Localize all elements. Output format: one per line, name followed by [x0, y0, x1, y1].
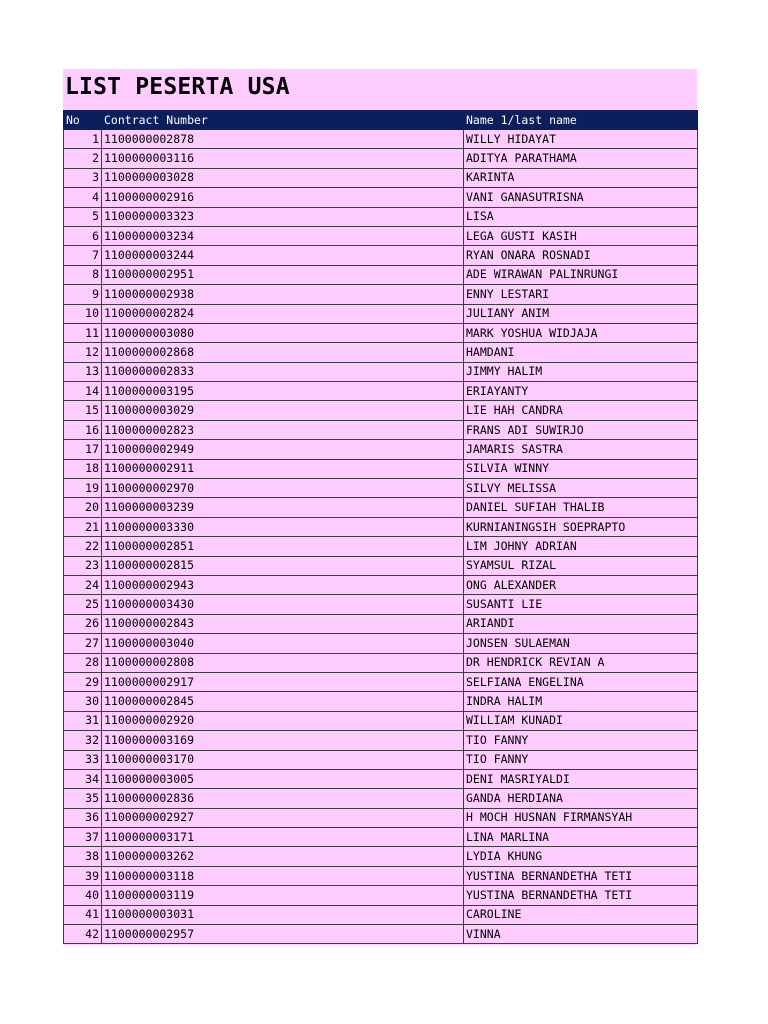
contract-number-cell[interactable]: 1100000003116 — [102, 149, 464, 168]
row-number-cell[interactable]: 41 — [64, 905, 102, 924]
name-cell[interactable]: TIO FANNY — [464, 750, 698, 769]
table-row[interactable] — [64, 575, 698, 594]
name-cell[interactable]: GANDA HERDIANA — [464, 789, 698, 808]
name-cell[interactable]: ADITYA PARATHAMA — [464, 149, 698, 168]
table-row[interactable] — [64, 808, 698, 827]
row-number-cell[interactable]: 34 — [64, 769, 102, 788]
contract-number-cell[interactable]: 1100000002823 — [102, 420, 464, 439]
contract-number-cell[interactable]: 1100000003005 — [102, 769, 464, 788]
contract-number-cell[interactable]: 1100000002824 — [102, 304, 464, 323]
contract-number-cell[interactable]: 1100000002970 — [102, 479, 464, 498]
table-row[interactable] — [64, 750, 698, 769]
table-row[interactable] — [64, 498, 698, 517]
table-row[interactable] — [64, 769, 698, 788]
contract-number-cell[interactable]: 1100000003118 — [102, 866, 464, 885]
contract-number-cell[interactable]: 1100000003323 — [102, 207, 464, 226]
row-number-cell[interactable]: 26 — [64, 614, 102, 633]
name-cell[interactable]: DANIEL SUFIAH THALIB — [464, 498, 698, 517]
row-number-cell[interactable]: 32 — [64, 731, 102, 750]
contract-number-cell[interactable]: 1100000002808 — [102, 653, 464, 672]
row-number-cell[interactable]: 4 — [64, 188, 102, 207]
table-row[interactable] — [64, 905, 698, 924]
contract-number-cell[interactable]: 1100000003244 — [102, 246, 464, 265]
table-row[interactable] — [64, 285, 698, 304]
header-row — [64, 111, 698, 130]
name-cell[interactable]: JAMARIS SASTRA — [464, 440, 698, 459]
row-number-cell[interactable]: 28 — [64, 653, 102, 672]
row-number-cell[interactable]: 22 — [64, 537, 102, 556]
row-number-cell[interactable]: 24 — [64, 575, 102, 594]
table-row[interactable] — [64, 420, 698, 439]
table-row[interactable] — [64, 517, 698, 536]
table-row[interactable] — [64, 789, 698, 808]
contract-number-cell[interactable]: 1100000002815 — [102, 556, 464, 575]
name-cell[interactable]: VINNA — [464, 925, 698, 944]
contract-number-cell[interactable]: 1100000002843 — [102, 614, 464, 633]
row-number-cell[interactable]: 30 — [64, 692, 102, 711]
row-number-cell[interactable]: 16 — [64, 420, 102, 439]
name-cell[interactable]: TIO FANNY — [464, 731, 698, 750]
contract-number-cell[interactable]: 1100000002949 — [102, 440, 464, 459]
table-row[interactable] — [64, 382, 698, 401]
row-number-cell[interactable]: 14 — [64, 382, 102, 401]
contract-number-cell[interactable]: 1100000003029 — [102, 401, 464, 420]
contract-number-cell[interactable]: 1100000002836 — [102, 789, 464, 808]
contract-number-cell[interactable]: 1100000002851 — [102, 537, 464, 556]
contract-number-cell[interactable]: 1100000002833 — [102, 362, 464, 381]
contract-number-cell[interactable]: 1100000002916 — [102, 188, 464, 207]
contract-number-cell[interactable]: 1100000002927 — [102, 808, 464, 827]
table-row[interactable] — [64, 401, 698, 420]
row-number-cell[interactable]: 7 — [64, 246, 102, 265]
name-cell[interactable]: LIE HAH CANDRA — [464, 401, 698, 420]
table-row[interactable] — [64, 866, 698, 885]
table-row[interactable] — [64, 614, 698, 633]
contract-number-cell[interactable]: 1100000003080 — [102, 323, 464, 342]
table-row[interactable] — [64, 265, 698, 284]
table-row[interactable] — [64, 731, 698, 750]
table-row[interactable] — [64, 304, 698, 323]
table-row[interactable] — [64, 925, 698, 944]
table-row[interactable] — [64, 537, 698, 556]
row-number-cell[interactable]: 2 — [64, 149, 102, 168]
contract-number-cell[interactable]: 1100000003195 — [102, 382, 464, 401]
name-cell[interactable]: SILVY MELISSA — [464, 479, 698, 498]
contract-number-cell[interactable]: 1100000003330 — [102, 517, 464, 536]
name-cell[interactable]: JONSEN SULAEMAN — [464, 634, 698, 653]
name-cell[interactable]: LINA MARLINA — [464, 828, 698, 847]
contract-number-cell[interactable]: 1100000003262 — [102, 847, 464, 866]
table-row[interactable] — [64, 188, 698, 207]
contract-number-cell[interactable]: 1100000003430 — [102, 595, 464, 614]
contract-number-cell[interactable]: 1100000002951 — [102, 265, 464, 284]
table-row[interactable] — [64, 847, 698, 866]
row-number-cell[interactable]: 13 — [64, 362, 102, 381]
row-number-cell[interactable]: 37 — [64, 828, 102, 847]
row-number-cell[interactable]: 21 — [64, 517, 102, 536]
row-number-cell[interactable]: 33 — [64, 750, 102, 769]
name-cell[interactable]: ENNY LESTARI — [464, 285, 698, 304]
row-number-cell[interactable]: 5 — [64, 207, 102, 226]
contract-number-cell[interactable]: 1100000003170 — [102, 750, 464, 769]
name-cell[interactable]: LYDIA KHUNG — [464, 847, 698, 866]
contract-number-cell[interactable]: 1100000002911 — [102, 459, 464, 478]
name-cell[interactable]: ONG ALEXANDER — [464, 575, 698, 594]
name-cell[interactable]: WILLIAM KUNADI — [464, 711, 698, 730]
name-cell[interactable]: KURNIANINGSIH SOEPRAPTO — [464, 517, 698, 536]
table-row[interactable] — [64, 149, 698, 168]
table-row[interactable] — [64, 323, 698, 342]
table-row[interactable] — [64, 168, 698, 187]
table-row[interactable] — [64, 634, 698, 653]
table-row[interactable] — [64, 130, 698, 149]
contract-number-cell[interactable]: 1100000002943 — [102, 575, 464, 594]
table-row[interactable] — [64, 343, 698, 362]
name-cell[interactable]: DENI MASRIYALDI — [464, 769, 698, 788]
row-number-cell[interactable]: 29 — [64, 672, 102, 691]
table-row[interactable] — [64, 711, 698, 730]
row-number-cell[interactable]: 31 — [64, 711, 102, 730]
column-header-no[interactable]: No — [64, 111, 102, 130]
table-row[interactable] — [64, 595, 698, 614]
contract-number-cell[interactable]: 1100000002938 — [102, 285, 464, 304]
participant-table — [63, 110, 698, 944]
row-number-cell[interactable]: 23 — [64, 556, 102, 575]
name-cell[interactable]: ADE WIRAWAN PALINRUNGI — [464, 265, 698, 284]
column-header-name[interactable]: Name 1/last name — [464, 111, 698, 130]
name-cell[interactable]: RYAN ONARA ROSNADI — [464, 246, 698, 265]
contract-number-cell[interactable]: 1100000003169 — [102, 731, 464, 750]
row-number-cell[interactable]: 6 — [64, 226, 102, 245]
name-cell[interactable]: SILVIA WINNY — [464, 459, 698, 478]
row-number-cell[interactable]: 35 — [64, 789, 102, 808]
row-number-cell[interactable]: 40 — [64, 886, 102, 905]
row-number-cell[interactable]: 15 — [64, 401, 102, 420]
table-row[interactable] — [64, 479, 698, 498]
name-cell[interactable]: JIMMY HALIM — [464, 362, 698, 381]
name-cell[interactable]: ERIAYANTY — [464, 382, 698, 401]
name-cell[interactable]: KARINTA — [464, 168, 698, 187]
row-number-cell[interactable]: 38 — [64, 847, 102, 866]
table-row[interactable] — [64, 362, 698, 381]
column-header-contract-number[interactable]: Contract Number — [102, 111, 464, 130]
row-number-cell[interactable]: 20 — [64, 498, 102, 517]
contract-number-cell[interactable]: 1100000003239 — [102, 498, 464, 517]
contract-number-cell[interactable]: 1100000003171 — [102, 828, 464, 847]
name-cell[interactable]: VANI GANASUTRISNA — [464, 188, 698, 207]
name-cell[interactable]: LIM JOHNY ADRIAN — [464, 537, 698, 556]
name-cell[interactable]: JULIANY ANIM — [464, 304, 698, 323]
contract-number-cell[interactable]: 1100000002917 — [102, 672, 464, 691]
name-cell[interactable]: CAROLINE — [464, 905, 698, 924]
table-row[interactable] — [64, 886, 698, 905]
row-number-cell[interactable]: 19 — [64, 479, 102, 498]
name-cell[interactable]: INDRA HALIM — [464, 692, 698, 711]
table-row[interactable] — [64, 226, 698, 245]
name-cell[interactable]: DR HENDRICK REVIAN A — [464, 653, 698, 672]
contract-number-cell[interactable]: 1100000003028 — [102, 168, 464, 187]
row-number-cell[interactable]: 12 — [64, 343, 102, 362]
contract-number-cell[interactable]: 1100000003234 — [102, 226, 464, 245]
row-number-cell[interactable]: 9 — [64, 285, 102, 304]
table-row[interactable] — [64, 653, 698, 672]
row-number-cell[interactable]: 18 — [64, 459, 102, 478]
name-cell[interactable]: SELFIANA ENGELINA — [464, 672, 698, 691]
table-row[interactable] — [64, 692, 698, 711]
row-number-cell[interactable]: 3 — [64, 168, 102, 187]
row-number-cell[interactable]: 42 — [64, 925, 102, 944]
name-cell[interactable]: HAMDANI — [464, 343, 698, 362]
name-cell[interactable]: SUSANTI LIE — [464, 595, 698, 614]
contract-number-cell[interactable]: 1100000002878 — [102, 130, 464, 149]
table-row[interactable] — [64, 672, 698, 691]
table-body — [64, 130, 698, 944]
name-cell[interactable]: WILLY HIDAYAT — [464, 130, 698, 149]
table-row[interactable] — [64, 459, 698, 478]
name-cell[interactable]: LEGA GUSTI KASIH — [464, 226, 698, 245]
page-title: LIST PESERTA USA — [65, 74, 290, 100]
name-cell[interactable]: MARK YOSHUA WIDJAJA — [464, 323, 698, 342]
spreadsheet-sheet — [63, 69, 697, 945]
contract-number-cell[interactable]: 1100000002868 — [102, 343, 464, 362]
contract-number-cell[interactable]: 1100000003031 — [102, 905, 464, 924]
table-row[interactable] — [64, 440, 698, 459]
contract-number-cell[interactable]: 1100000003040 — [102, 634, 464, 653]
name-cell[interactable]: ARIANDI — [464, 614, 698, 633]
table-row[interactable] — [64, 556, 698, 575]
contract-number-cell[interactable]: 1100000002845 — [102, 692, 464, 711]
table-row[interactable] — [64, 207, 698, 226]
row-number-cell[interactable]: 39 — [64, 866, 102, 885]
name-cell[interactable]: H MOCH HUSNAN FIRMANSYAH — [464, 808, 698, 827]
table-header — [64, 111, 698, 130]
name-cell[interactable]: FRANS ADI SUWIRJO — [464, 420, 698, 439]
contract-number-cell[interactable]: 1100000003119 — [102, 886, 464, 905]
table-row[interactable] — [64, 246, 698, 265]
contract-number-cell[interactable]: 1100000002957 — [102, 925, 464, 944]
name-cell[interactable]: SYAMSUL RIZAL — [464, 556, 698, 575]
name-cell[interactable]: LISA — [464, 207, 698, 226]
row-number-cell[interactable]: 17 — [64, 440, 102, 459]
name-cell[interactable]: YUSTINA BERNANDETHA TETI — [464, 886, 698, 905]
row-number-cell[interactable]: 36 — [64, 808, 102, 827]
contract-number-cell[interactable]: 1100000002920 — [102, 711, 464, 730]
name-cell[interactable]: YUSTINA BERNANDETHA TETI — [464, 866, 698, 885]
row-number-cell[interactable]: 11 — [64, 323, 102, 342]
row-number-cell[interactable]: 25 — [64, 595, 102, 614]
row-number-cell[interactable]: 27 — [64, 634, 102, 653]
row-number-cell[interactable]: 10 — [64, 304, 102, 323]
row-number-cell[interactable]: 8 — [64, 265, 102, 284]
table-row[interactable] — [64, 828, 698, 847]
row-number-cell[interactable]: 1 — [64, 130, 102, 149]
